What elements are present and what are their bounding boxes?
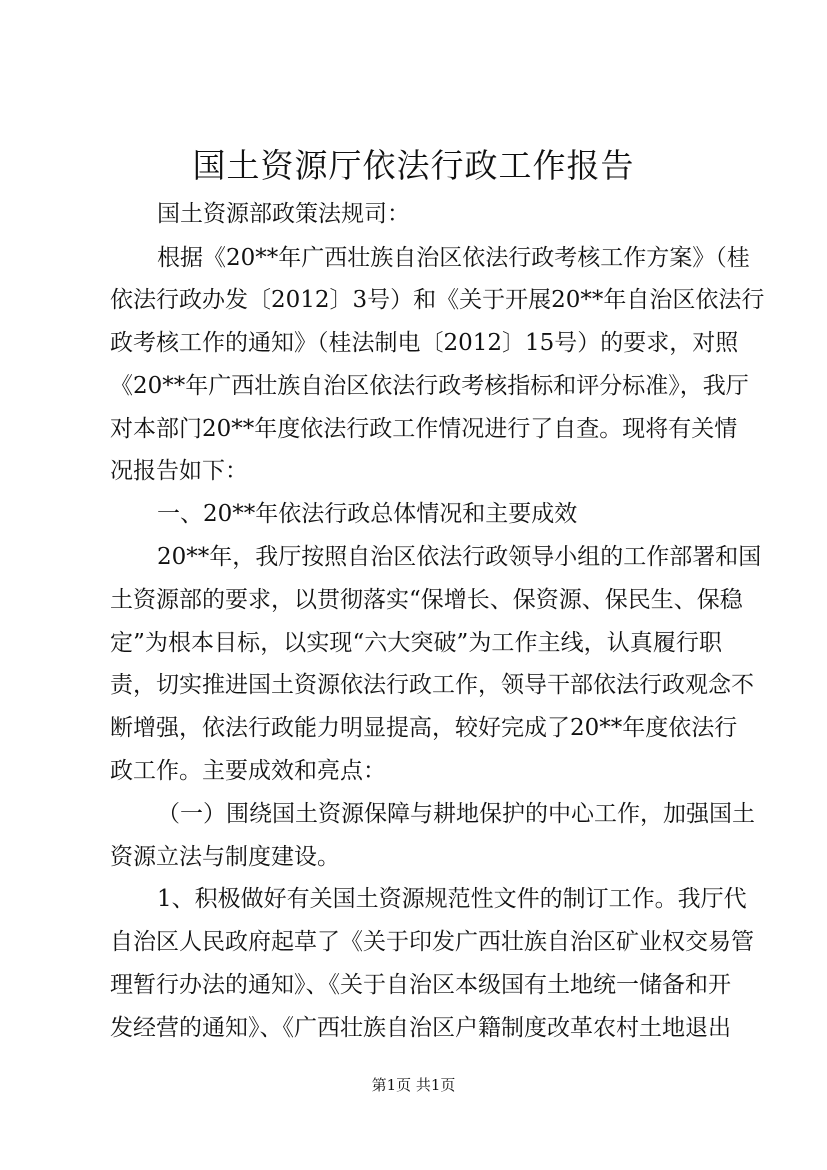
body-line: 自治区人民政府起草了《关于印发广西壮族自治区矿业权交易管 [110, 929, 754, 955]
body-line: 20**年，我厅按照自治区依法行政领导小组的工作部署和国 [157, 544, 762, 570]
body-line: 依法行政办发〔2012〕3号）和《关于开展20**年自治区依法行 [110, 287, 765, 313]
body-line: 责，切实推进国土资源依法行政工作，领导干部依法行政观念不 [110, 672, 754, 698]
body-line: 政考核工作的通知》（桂法制电〔2012〕15号）的要求，对照 [110, 330, 739, 356]
body-line: 政工作。主要成效和亮点： [110, 758, 386, 784]
subsection-heading-continued: 资源立法与制度建设。 [110, 844, 340, 870]
body-line: 根据《20**年广西壮族自治区依法行政考核工作方案》（桂 [157, 245, 750, 271]
addressee-line: 国土资源部政策法规司： [157, 201, 410, 227]
page-number-footer: 第1页 共1页 [371, 1076, 456, 1094]
body-line: 理暂行办法的通知》、《关于自治区本级国有土地统一储备和开 [110, 972, 731, 998]
body-line: 发经营的通知》、《广西壮族自治区户籍制度改革农村土地退出 [110, 1015, 731, 1041]
body-line: 况报告如下： [110, 458, 248, 484]
body-line: 定”为根本目标，以实现“六大突破”为工作主线，认真履行职 [110, 630, 722, 656]
body-line: 断增强，依法行政能力明显提高，较好完成了20**年度依法行 [110, 715, 738, 741]
section-heading: 一、20**年依法行政总体情况和主要成效 [157, 501, 578, 527]
body-line: 对本部门20**年度依法行政工作情况进行了自查。现将有关情 [110, 416, 738, 442]
document-title: 国土资源厅依法行政工作报告 [192, 146, 635, 185]
body-line: 《20**年广西壮族自治区依法行政考核指标和评分标准》，我厅 [110, 373, 749, 399]
body-line: 土资源部的要求，以贯彻落实“保增长、保资源、保民生、保稳 [110, 587, 743, 613]
body-line: 1、积极做好有关国土资源规范性文件的制订工作。我厅代 [157, 886, 747, 912]
subsection-heading: （一）围绕国土资源保障与耕地保护的中心工作，加强国土 [157, 801, 755, 827]
